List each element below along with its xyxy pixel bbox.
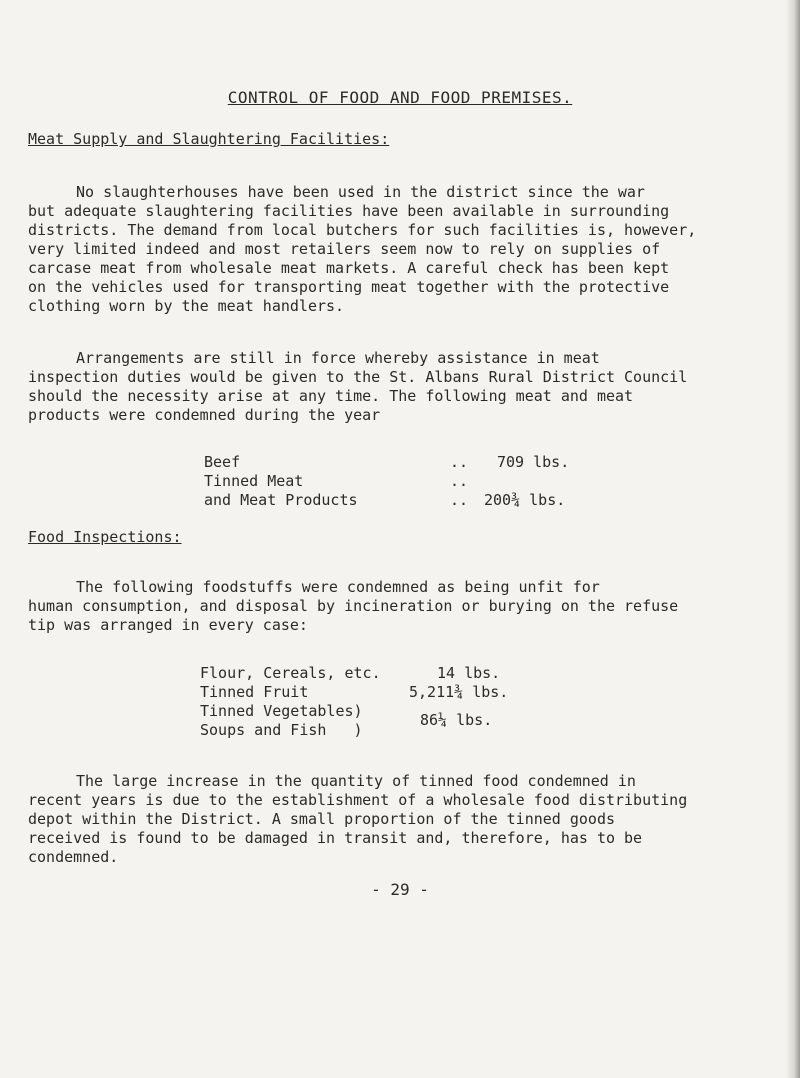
- item-value: 200¾ lbs.: [484, 491, 566, 509]
- section-heading-food-inspections: Food Inspections:: [28, 528, 182, 546]
- item-label: Beef: [204, 453, 241, 471]
- item-value: 709 lbs.: [497, 453, 570, 471]
- paragraph-line: products were condemned during the year: [28, 406, 381, 424]
- item-dots: ..: [450, 491, 469, 509]
- item-dots: ..: [450, 472, 469, 490]
- item-label: Tinned Vegetables): [200, 702, 363, 720]
- paragraph-line: depot within the District. A small proportion of the tinned goods: [28, 810, 615, 828]
- paragraph-line: should the necessity arise at any time. The following meat and meat: [28, 387, 634, 405]
- page-title: CONTROL OF FOOD AND FOOD PREMISES.: [227, 88, 573, 107]
- paragraph-line: clothing worn by the meat handlers.: [28, 297, 345, 315]
- paragraph-line: received is found to be damaged in transit and, therefore, has to be: [28, 829, 643, 847]
- paragraph-line: very limited indeed and most retailers seem now to rely on supplies of: [28, 240, 661, 258]
- item-label: Tinned Fruit: [200, 683, 309, 701]
- paragraph-line: inspection duties would be given to the St. Albans Rural District Council: [28, 368, 688, 386]
- page-number: - 29 -: [371, 880, 429, 899]
- paragraph-line: carcase meat from wholesale meat markets. A careful check has been kept: [28, 259, 670, 277]
- paragraph-line: The following foodstuffs were condemned as being unfit for: [76, 578, 600, 596]
- item-label: Soups and Fish ): [200, 721, 363, 739]
- paragraph-line: The large increase in the quantity of tinned food condemned in: [76, 772, 636, 790]
- item-value: 14 lbs.: [437, 664, 501, 682]
- item-value: 86¼ lbs.: [420, 711, 493, 729]
- item-label: Tinned Meat: [204, 472, 304, 490]
- paragraph-line: recent years is due to the establishment of a wholesale food distributing: [28, 791, 688, 809]
- section-heading-meat-supply: Meat Supply and Slaughtering Facilities:: [28, 130, 390, 148]
- item-value: 5,211¾ lbs.: [409, 683, 509, 701]
- page-edge-shadow: [786, 0, 800, 1078]
- item-label: Flour, Cereals, etc.: [200, 664, 381, 682]
- paragraph-line: No slaughterhouses have been used in the district since the war: [76, 183, 645, 201]
- item-label: and Meat Products: [204, 491, 358, 509]
- paragraph-line: human consumption, and disposal by incineration or burying on the refuse: [28, 597, 679, 615]
- paragraph-line: Arrangements are still in force whereby assistance in meat: [76, 349, 600, 367]
- paragraph-line: condemned.: [28, 848, 119, 866]
- item-dots: ..: [450, 453, 469, 471]
- paragraph-line: on the vehicles used for transporting meat together with the protective: [28, 278, 670, 296]
- paragraph-line: districts. The demand from local butchers for such facilities is, however,: [28, 221, 697, 239]
- paragraph-line: tip was arranged in every case:: [28, 616, 308, 634]
- paragraph-line: but adequate slaughtering facilities have been available in surrounding: [28, 202, 670, 220]
